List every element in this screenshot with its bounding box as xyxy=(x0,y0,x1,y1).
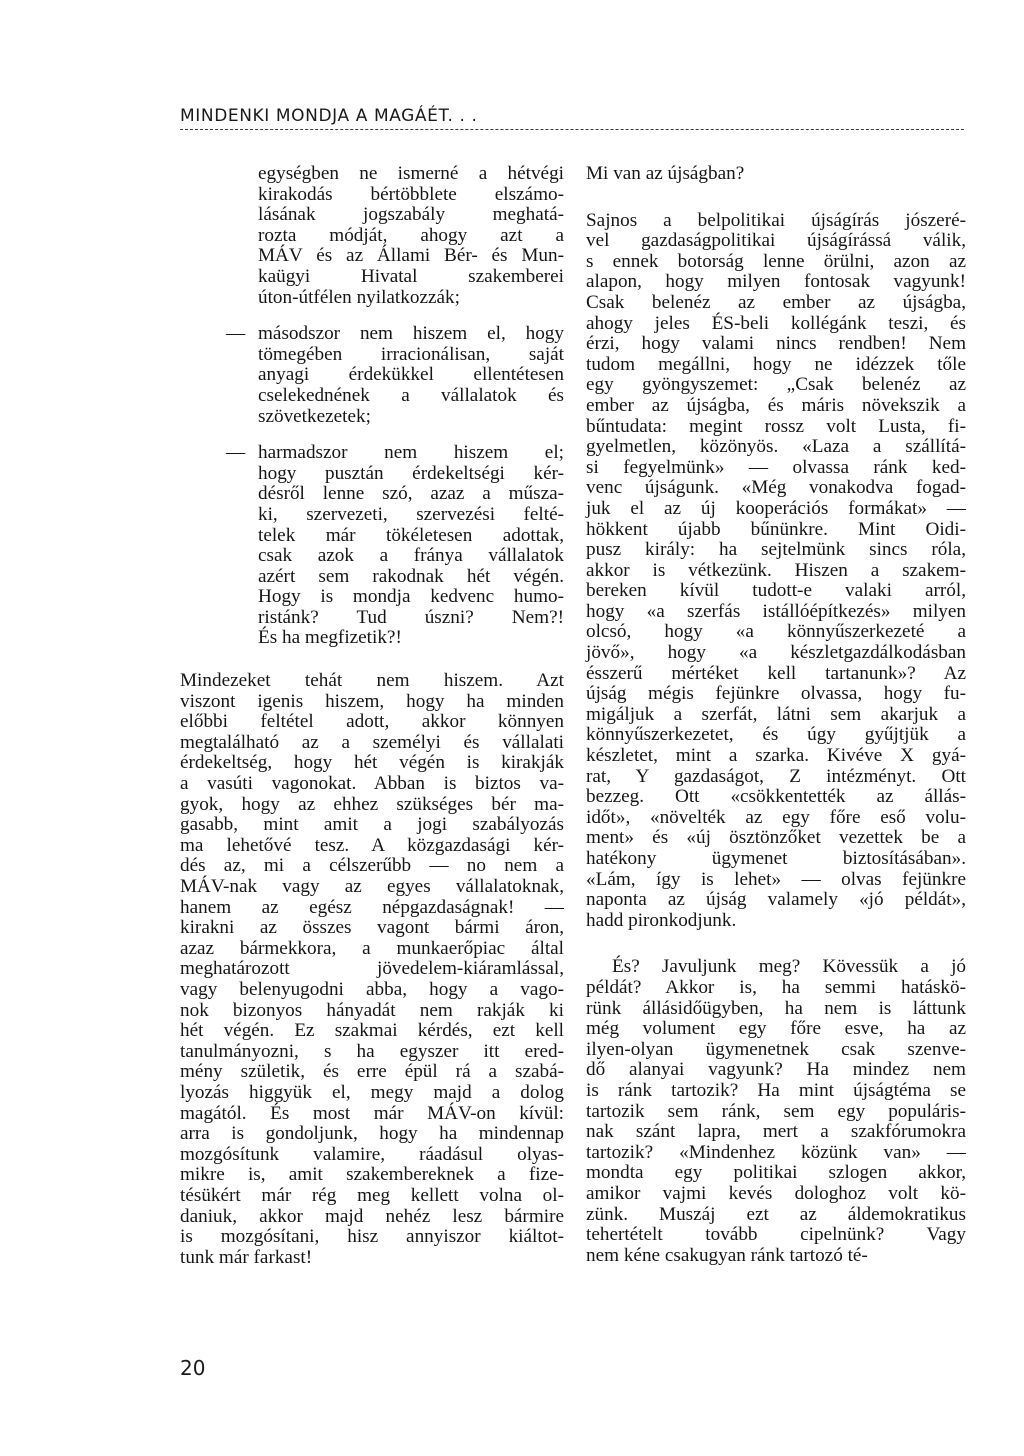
text-line: jövő», hogy «a készletgazdálkodásban xyxy=(586,642,966,664)
text-line: dő alanyai vagyunk? Ha mindez nem xyxy=(586,1059,966,1081)
running-head: MINDENKI MONDJA A MAGÁÉT. . . xyxy=(180,106,478,126)
text-line: ma lehetővé tesz. A közgazdasági kér- xyxy=(180,834,564,856)
header-rule xyxy=(180,129,964,130)
text-line: hadd pironkodjunk. xyxy=(586,909,737,931)
text-line: dés az, mi a célszerűbb — no nem a xyxy=(180,855,564,877)
text-line: előbbi feltétel adott, akkor könnyen xyxy=(180,711,564,733)
left-main-paragraph xyxy=(180,671,564,1268)
text-line: lásának jogszabály meghatá- xyxy=(258,204,564,226)
text-line: Sajnos a belpolitikai újságírás jószeré- xyxy=(586,209,966,231)
text-line: alapon, hogy milyen fontosak vagyunk! xyxy=(586,271,966,293)
text-line: kirakodás bértöbblete elszámo- xyxy=(258,183,564,205)
text-line: tudom megállni, hogy ne idézzek tőle xyxy=(586,353,966,375)
list-item-second-text xyxy=(258,324,564,427)
text-line: gyok, hogy az ehhez szükséges bér ma- xyxy=(180,793,564,815)
text-line: pusz király: ha sejtelmünk sincs róla, xyxy=(586,539,966,561)
text-line: meghatározott jövedelem-kiáramlással, xyxy=(180,958,564,980)
text-line: És? Javuljunk meg? Kövessük a jó xyxy=(612,956,966,978)
text-line: azért sem rakodnak hét végén. xyxy=(258,565,564,587)
text-line: mondta egy politikai szlogen akkor, xyxy=(586,1162,966,1184)
text-line: példát? Akkor is, ha semmi hatáskö- xyxy=(586,976,966,998)
right-paragraph-1 xyxy=(586,211,966,932)
text-line: arra is gondoljunk, hogy ha mindennap xyxy=(180,1123,564,1145)
text-line: anyagi érdekükkel ellentétesen xyxy=(258,364,564,386)
text-line: ahogy jeles ÉS-beli kollégánk teszi, és xyxy=(586,312,966,334)
text-line: tésükért már rég meg kellett volna ol- xyxy=(180,1184,564,1206)
em-dash: — xyxy=(226,442,246,464)
text-line: bezzeg. Ott «csökkentették az állás- xyxy=(586,786,966,808)
text-line: zünk. Muszáj ezt az áldemokratikus xyxy=(586,1203,966,1225)
text-line: rünk állásidőügyben, ha nem is láttunk xyxy=(586,997,966,1019)
text-line: könnyűszerkezetet, és úgy gyűjtjük a xyxy=(586,724,966,746)
text-line: tartozik? «Mindenhez közünk van» — xyxy=(586,1141,966,1163)
text-line: mikre is, amit szakembereknek a fize- xyxy=(180,1164,564,1186)
text-line: még volument egy főre esve, ha az xyxy=(586,1018,966,1040)
text-line: tartozik sem ránk, sem egy populáris- xyxy=(586,1100,966,1122)
text-line: ki, szervezeti, szervezési felté- xyxy=(258,503,564,525)
text-line: is ránk tartozik? Ha mint újságtéma se xyxy=(586,1079,966,1101)
text-line: egységben ne ismerné a hétvégi xyxy=(258,163,564,184)
text-line: naponta az újság valamely «jó példát», xyxy=(586,889,966,911)
text-line: hét végén. Ez szakmai kérdés, ezt kell xyxy=(180,1020,564,1042)
text-line: tömegében irracionálisan, saját xyxy=(258,343,564,365)
text-line: ristánk? Tud úszni? Nem?! xyxy=(258,606,564,628)
text-line: migáljuk a szerfát, látni sem akarjuk a xyxy=(586,703,966,725)
opening-item-block xyxy=(180,164,564,308)
text-line: hökkent újabb bűnünkre. Mint Oidi- xyxy=(586,518,966,540)
text-line: viszont igenis hiszem, hogy ha minden xyxy=(180,690,564,712)
text-line: Mindezeket tehát nem hiszem. Azt xyxy=(180,670,564,692)
text-line: désről lenne szó, azaz a műsza- xyxy=(258,483,564,505)
text-line: «Lám, így is lehet» — olvas fejünkre xyxy=(586,868,966,890)
text-line: kirakni az összes vagont bármi áron, xyxy=(180,917,564,939)
text-line: úton-útfélen nyilatkozzák; xyxy=(258,286,460,308)
text-line: tunk már farkast! xyxy=(180,1246,313,1268)
list-item-second xyxy=(180,324,564,427)
text-line: hatékony ügymenet biztosításában». xyxy=(586,848,966,869)
text-line: olcsó, hogy «a könnyűszerkezeté a xyxy=(586,621,966,643)
text-line: másodszor nem hiszem el, hogy xyxy=(258,323,564,345)
text-line: mény születik, és erre épül rá a szabá- xyxy=(180,1061,564,1083)
text-line: nak szánt lapra, mert a szakfórumokra xyxy=(586,1121,966,1143)
text-line: venc újságunk. «Még vonakodva fogad- xyxy=(586,477,966,499)
text-line: mozgósítunk valamire, ráadásul olyas- xyxy=(180,1143,564,1165)
text-line: újság mégis fejünkre olvassa, hogy fu- xyxy=(586,683,966,705)
text-line: rozta módját, ahogy azt a xyxy=(258,224,564,246)
right-column xyxy=(586,164,966,1266)
text-line: MÁV-nak vagy az egyes vállalatoknak, xyxy=(180,876,564,897)
text-line: azaz bármekkora, a munkaerőpiac által xyxy=(180,937,564,959)
left-column xyxy=(180,164,564,1268)
text-line: ember az újságba, és máris növekszik a xyxy=(586,394,966,416)
text-line: nok bizonyos hányadát nem rakják ki xyxy=(180,999,564,1021)
section-heading: Mi van az újságban? xyxy=(586,163,745,184)
text-line: si fegyelmünk» — olvassa ránk ked- xyxy=(586,456,966,478)
text-line: bűntudata: megint rossz volt Lusta, fi- xyxy=(586,415,966,437)
text-line: rat, Y gazdaságot, Z intézményt. Ott xyxy=(586,765,966,787)
text-line: telek már tökéletesen adottak, xyxy=(258,524,564,546)
text-line: érdekeltség, hogy hét végén is kirakják xyxy=(180,752,564,774)
text-line: ment» és «új ösztönzőket vezettek be a xyxy=(586,827,966,849)
text-line: harmadszor nem hiszem el; xyxy=(258,442,564,464)
text-line: érzi, hogy valami nincs rendben! Nem xyxy=(586,333,966,355)
text-line: hogy pusztán érdekeltségi kér- xyxy=(258,462,564,484)
text-line: kaügyi Hivatal szakemberei xyxy=(258,265,564,287)
page-number: 20 xyxy=(180,1356,206,1380)
text-line: időt», «növelték az egy főre eső volu- xyxy=(586,806,966,828)
text-line: magától. És most már MÁV-on kívül: xyxy=(180,1102,564,1124)
text-line: hanem az egész népgazdaságnak! — xyxy=(180,896,564,918)
text-line: cselekednének a vállalatok és xyxy=(258,384,564,406)
text-line: szövetkezetek; xyxy=(258,405,371,427)
text-line: hogy «a szerfás istállóépítkezés» milyen xyxy=(586,600,966,622)
text-line: ilyen-olyan ügymenetnek csak szenve- xyxy=(586,1038,966,1060)
text-line: juk el az új kooperációs formákat» — xyxy=(586,497,966,519)
text-line: Hogy is mondja kedvenc humo- xyxy=(258,586,564,608)
text-line: És ha megfizetik?! xyxy=(258,627,402,649)
text-line: vagy belenyugodni abba, hogy a vago- xyxy=(180,978,564,1000)
text-line: is mozgósítani, hisz annyiszor kiáltot- xyxy=(180,1226,564,1248)
text-line: nem kéne csakugyan ránk tartozó té- xyxy=(586,1244,868,1266)
text-line: Csak belenéz az ember az újságba, xyxy=(586,291,966,313)
right-paragraph-2 xyxy=(586,957,966,1266)
text-line: ésszerű mértéket kell tartanunk»? Az xyxy=(586,662,966,684)
text-line: készletet, mint a szarka. Kivéve X gyá- xyxy=(586,745,966,767)
text-line: a vasúti vagonokat. Abban is biztos va- xyxy=(180,773,564,795)
text-line: gyelmetlen, közönyös. «Laza a szállítá- xyxy=(586,436,966,458)
text-line: amikor vajmi kevés dologhoz volt kö- xyxy=(586,1182,966,1204)
list-item-third xyxy=(180,443,564,649)
text-line: MÁV és az Állami Bér- és Mun- xyxy=(258,245,564,267)
text-line: tehertételt tovább cipelnünk? Vagy xyxy=(586,1224,966,1246)
text-line: lyozás higgyük el, megy majd a dolog xyxy=(180,1081,564,1103)
text-line: s ennek botorság lenne örülni, azon az xyxy=(586,250,966,272)
text-line: bereken kívül tudott-e valaki arról, xyxy=(586,580,966,602)
text-line: gasabb, mint amit a jogi szabályozás xyxy=(180,814,564,836)
text-line: csak azok a fránya vállalatok xyxy=(258,545,564,567)
text-line: megtalálható az a személyi és vállalati xyxy=(180,731,564,753)
text-line: egy gyöngyszemet: „Csak belenéz az xyxy=(586,374,966,396)
text-line: vel gazdaságpolitikai újságírássá válik, xyxy=(586,230,966,252)
text-line: tanulmányozni, s ha egyszer itt ered- xyxy=(180,1040,564,1062)
list-item-third-text xyxy=(258,443,564,649)
em-dash: — xyxy=(226,323,246,345)
text-line: akkor is vétkezünk. Hiszen a szakem- xyxy=(586,559,966,581)
text-line: daniuk, akkor majd nehéz lesz bármire xyxy=(180,1205,564,1227)
